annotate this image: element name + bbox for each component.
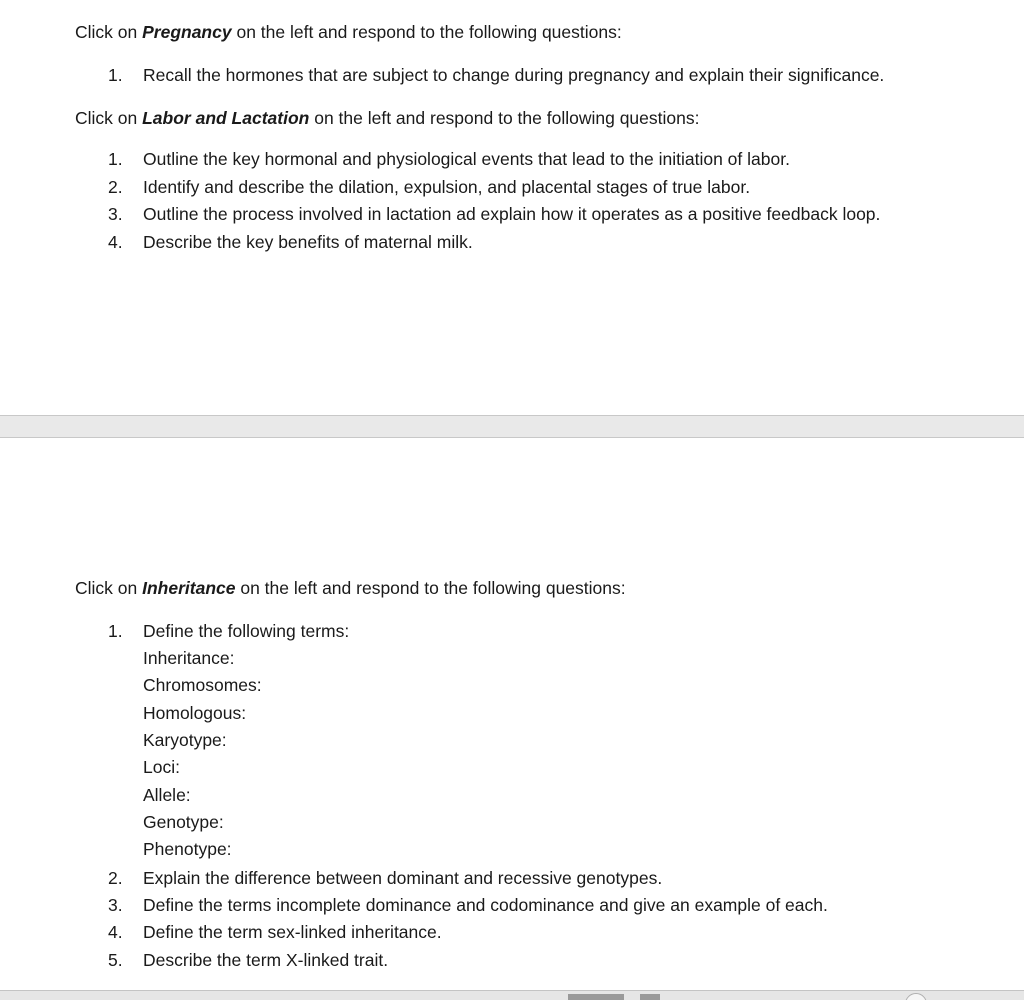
document-page-1 <box>0 0 1024 415</box>
list-number: 3. <box>108 204 123 224</box>
term-label: Inheritance: <box>143 648 235 668</box>
layout-toggle-button[interactable] <box>640 994 660 1000</box>
list-number: 3. <box>108 895 123 915</box>
question-item: Recall the hormones that are subject to change during pregnancy and explain their significance. <box>143 65 885 85</box>
intro-text: on the left and respond to the following questions: <box>235 578 626 598</box>
list-number: 2. <box>108 868 123 888</box>
list-number: 1. <box>108 149 123 169</box>
term-label: Allele: <box>143 785 191 805</box>
inheritance-intro <box>75 577 626 599</box>
list-number: 5. <box>108 950 123 970</box>
page-break-separator <box>0 415 1024 438</box>
question-item: Outline the process involved in lactation ad explain how it operates as a positive feedback loop. <box>143 204 881 224</box>
document-page-2 <box>0 438 1024 990</box>
question-item: Define the term sex-linked inheritance. <box>143 922 442 942</box>
intro-text: Click on <box>75 578 143 598</box>
term-label: Phenotype: <box>143 839 232 859</box>
intro-text: on the left and respond to the following questions: <box>309 108 700 128</box>
view-toggle-button[interactable] <box>568 994 624 1000</box>
zoom-control[interactable] <box>905 993 927 1000</box>
intro-text: Click on <box>75 22 143 42</box>
labor-intro <box>75 107 699 129</box>
question-item: Identify and describe the dilation, expulsion, and placental stages of true labor. <box>143 177 751 197</box>
intro-emphasis: Pregnancy <box>142 22 232 42</box>
term-label: Karyotype: <box>143 730 227 750</box>
question-item: Explain the difference between dominant and recessive genotypes. <box>143 868 663 888</box>
question-item: Describe the key benefits of maternal milk. <box>143 232 473 252</box>
pregnancy-intro <box>75 21 622 43</box>
term-label: Genotype: <box>143 812 224 832</box>
list-number: 4. <box>108 922 123 942</box>
question-item: Describe the term X-linked trait. <box>143 950 389 970</box>
intro-text: Click on <box>75 108 143 128</box>
term-label: Homologous: <box>143 703 247 723</box>
list-number: 1. <box>108 65 123 85</box>
question-item: Define the following terms: <box>143 621 350 641</box>
term-label: Loci: <box>143 757 180 777</box>
question-item: Outline the key hormonal and physiological events that lead to the initiation of labor. <box>143 149 790 169</box>
list-number: 4. <box>108 232 123 252</box>
list-number: 1. <box>108 621 123 641</box>
term-label: Chromosomes: <box>143 675 262 695</box>
intro-text: on the left and respond to the following questions: <box>231 22 622 42</box>
intro-emphasis: Labor and Lactation <box>142 108 310 128</box>
question-item: Define the terms incomplete dominance and codominance and give an example of each. <box>143 895 828 915</box>
intro-emphasis: Inheritance <box>142 578 236 598</box>
bottom-toolbar-strip <box>0 990 1024 1000</box>
list-number: 2. <box>108 177 123 197</box>
